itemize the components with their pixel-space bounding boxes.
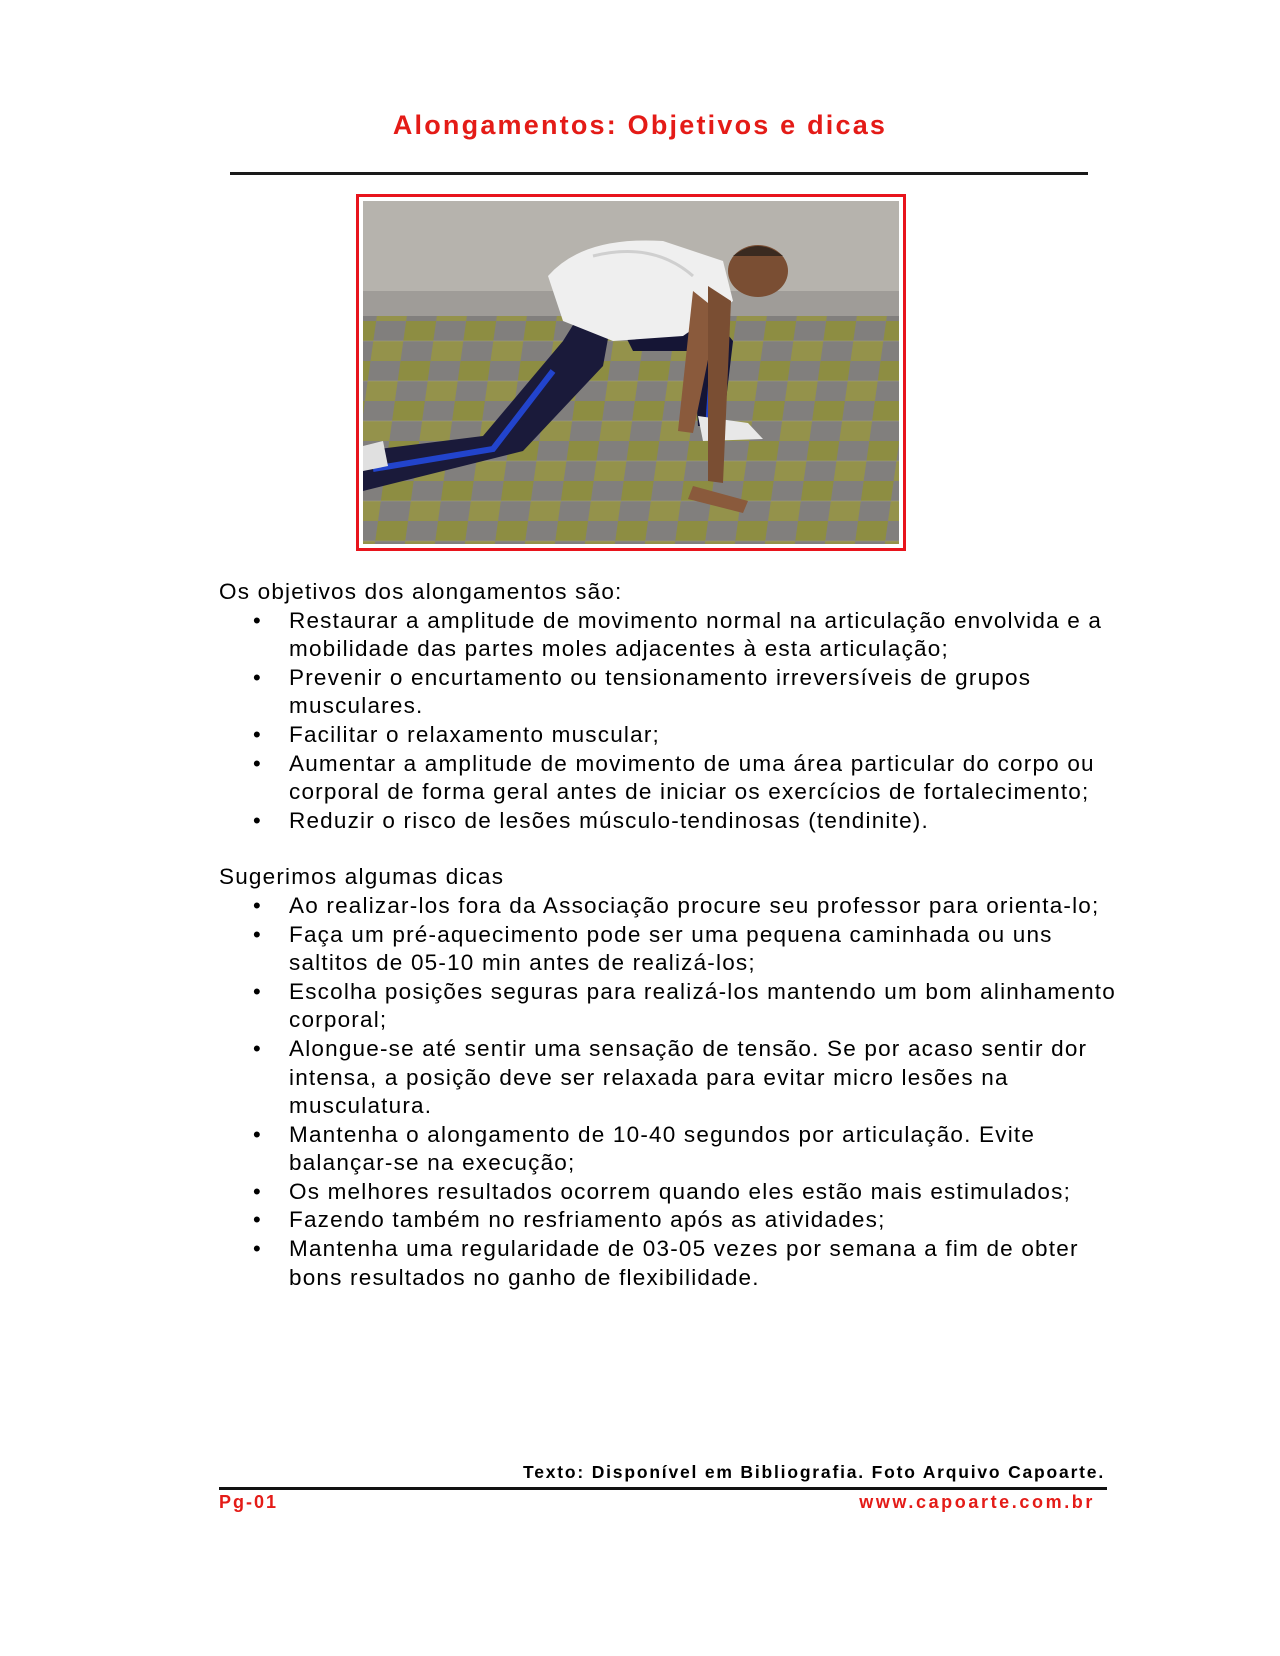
body-text — [219, 578, 1119, 1292]
website-link[interactable]: www.capoarte.com.br — [859, 1492, 1095, 1512]
list-item: • Faça um pré-aquecimento pode ser uma pequena caminhada ou uns saltitos de 05-10 min antes de realizá-los; — [219, 921, 1119, 978]
list-item: • Facilitar o relaxamento muscular; — [219, 721, 1119, 750]
list-item: • Mantenha o alongamento de 10-40 segundos por articulação. Evite balançar-se na execução; — [219, 1121, 1119, 1178]
list-item: • Restaurar a amplitude de movimento normal na articulação envolvida e a mobilidade das partes moles adjacentes à esta articulação; — [219, 607, 1119, 664]
tips-list — [219, 892, 1119, 1292]
objectives-list — [219, 607, 1119, 836]
list-item: • Os melhores resultados ocorrem quando eles estão mais estimulados; — [219, 1178, 1119, 1207]
source-credit: Texto: Disponível em Bibliografia. Foto Arquivo Capoarte. — [523, 1462, 1105, 1482]
list-item: • Alongue-se até sentir uma sensação de tensão. Se por acaso sentir dor intensa, a posição deve ser relaxada para evitar micro lesões na musculatura. — [219, 1035, 1119, 1121]
list-item: • Ao realizar-los fora da Associação procure seu professor para orienta-lo; — [219, 892, 1119, 921]
stretch-photo-image — [363, 201, 899, 544]
objectives-intro: Os objetivos dos alongamentos são: — [219, 579, 623, 604]
stretch-photo — [356, 194, 906, 551]
title-divider — [230, 172, 1088, 175]
list-item: • Reduzir o risco de lesões músculo-tendinosas (tendinite). — [219, 807, 1119, 836]
tips-intro: Sugerimos algumas dicas — [219, 864, 505, 890]
page-title: Alongamentos: Objetivos e dicas — [392, 110, 888, 140]
list-item: • Aumentar a amplitude de movimento de uma área particular do corpo ou corporal de forma geral antes de iniciar os exercícios de fortalecimento; — [219, 750, 1119, 807]
list-item: • Mantenha uma regularidade de 03-05 vezes por semana a fim de obter bons resultados no ganho de flexibilidade. — [219, 1235, 1119, 1292]
section-spacer — [219, 835, 1119, 863]
footer-divider — [219, 1487, 1107, 1490]
page-number: Pg-01 — [219, 1492, 279, 1512]
list-item: • Escolha posições seguras para realizá-los mantendo um bom alinhamento corporal; — [219, 978, 1119, 1035]
list-item: • Prevenir o encurtamento ou tensionamento irreversíveis de grupos musculares. — [219, 664, 1119, 721]
list-item: • Fazendo também no resfriamento após as atividades; — [219, 1206, 1119, 1235]
